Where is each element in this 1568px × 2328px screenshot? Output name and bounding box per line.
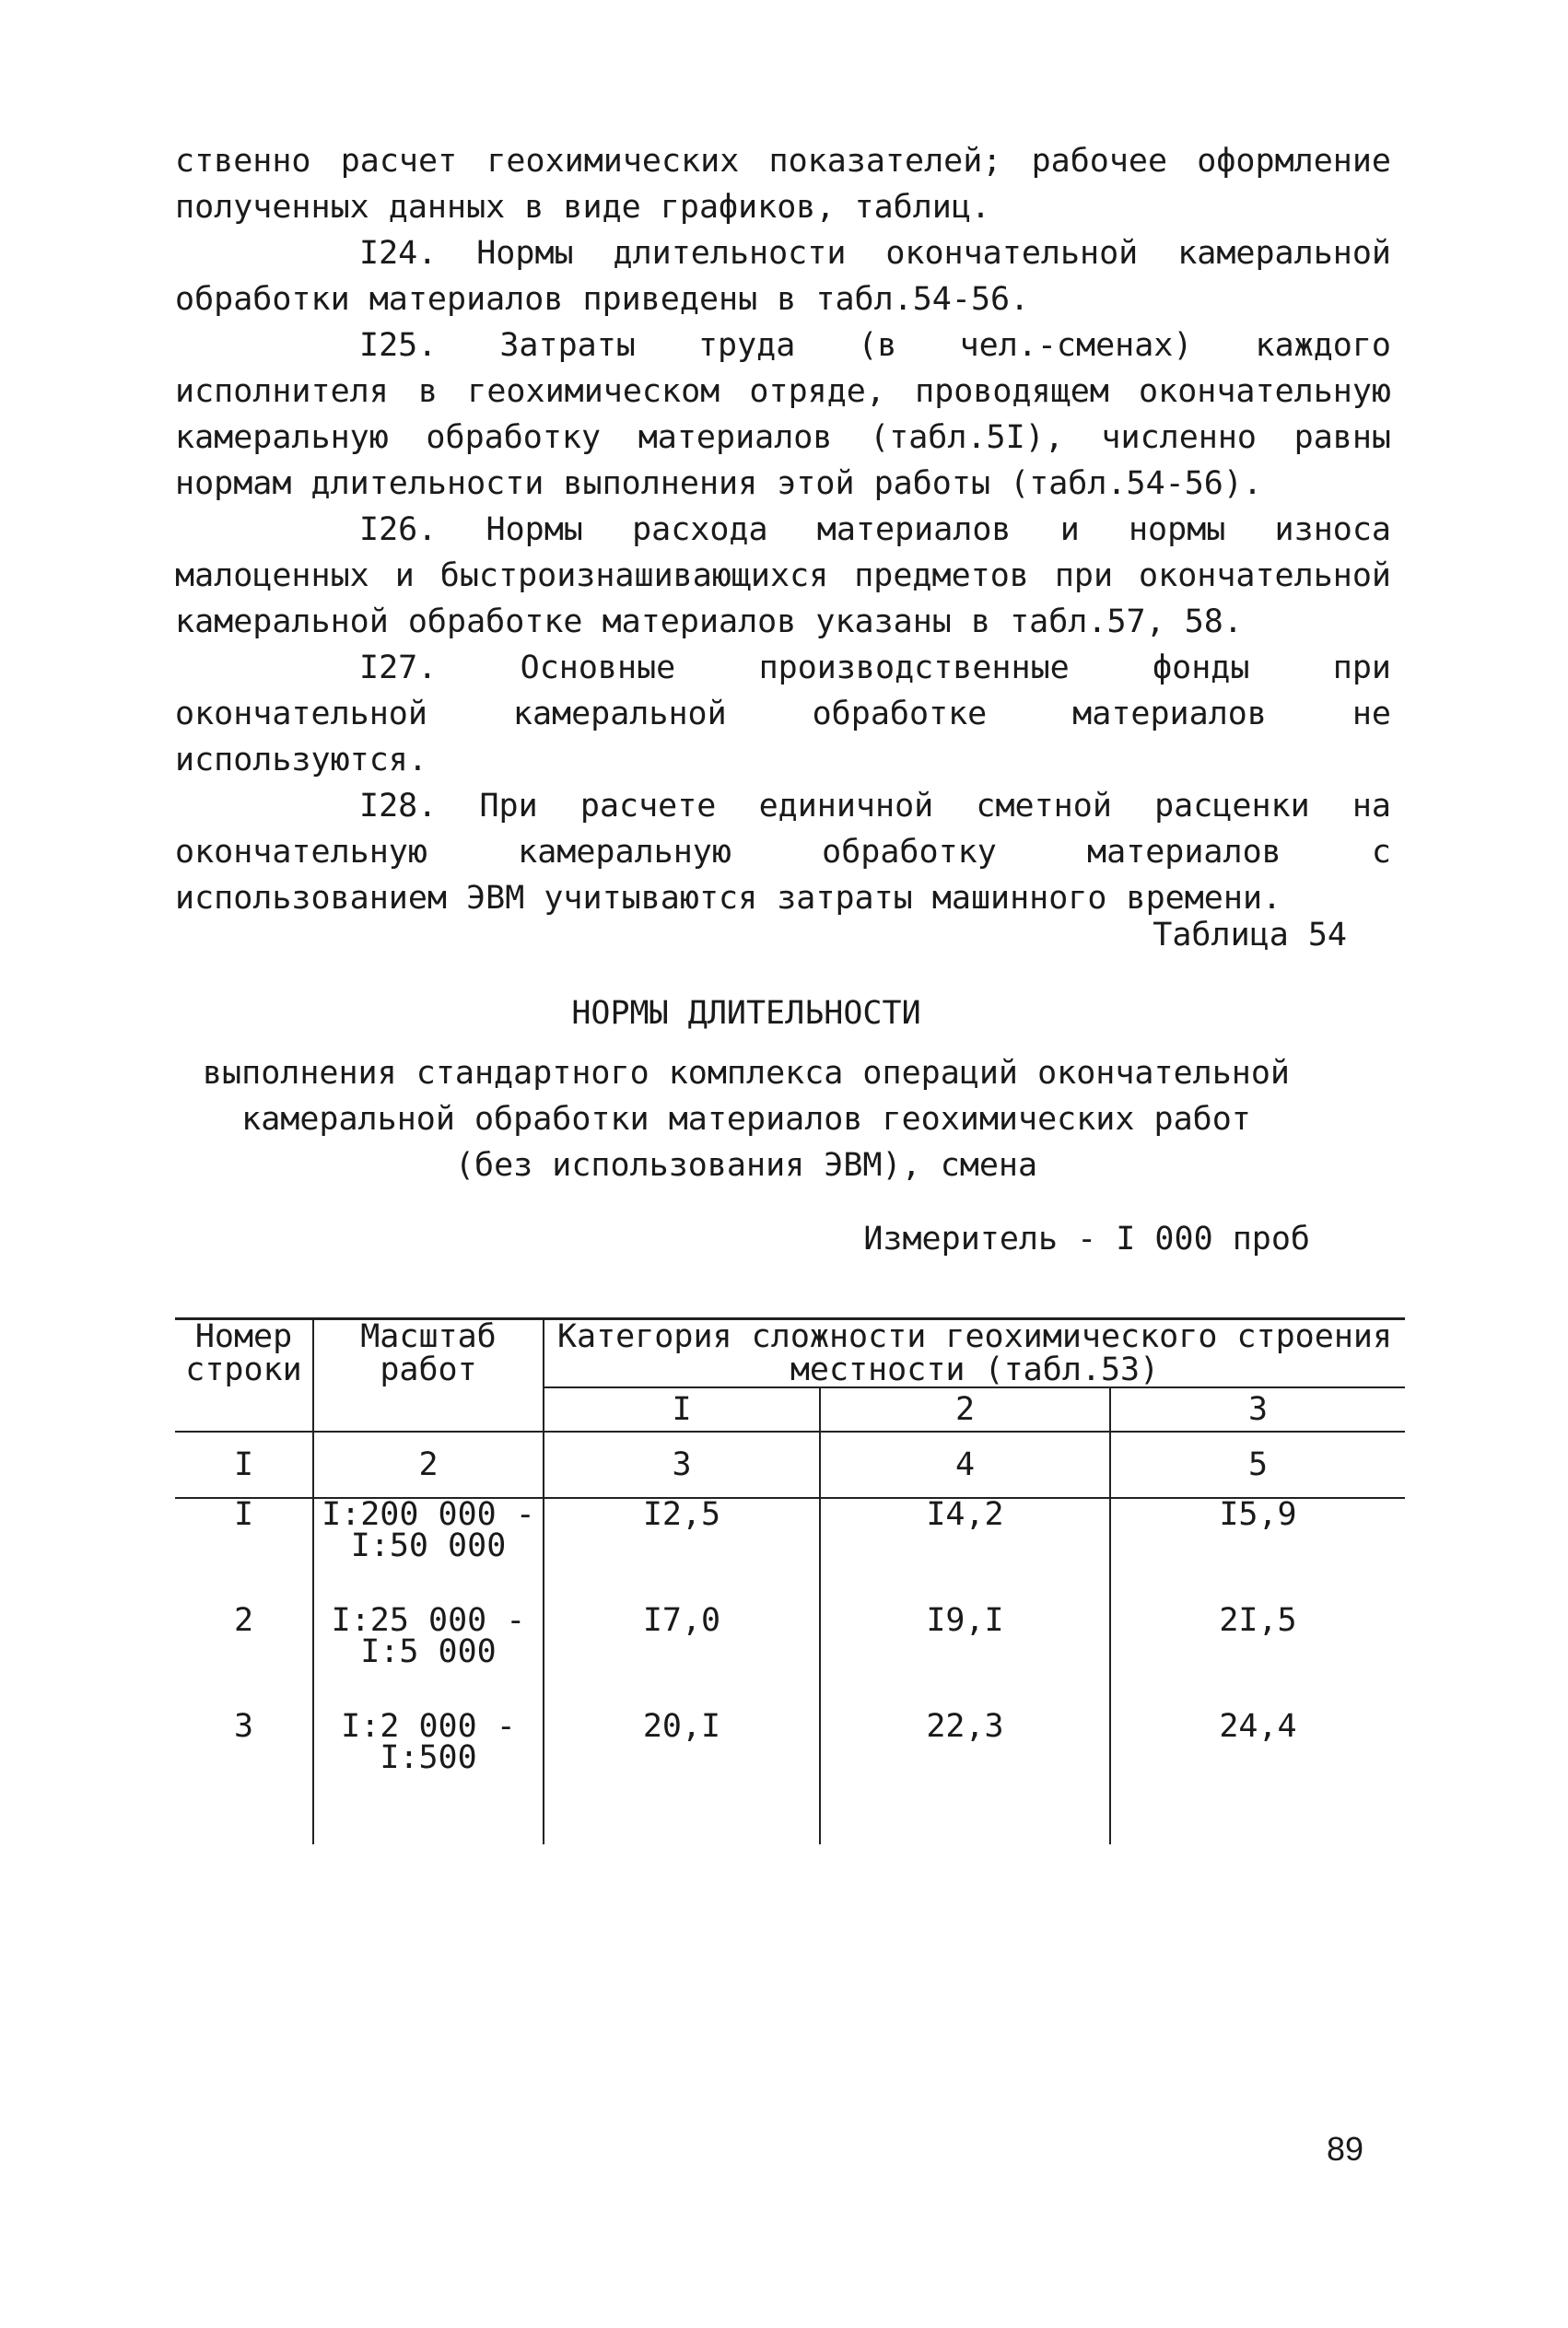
row-number: I bbox=[175, 1498, 313, 1605]
subtitle-line: выполнения стандартного комплекса операций окончательной bbox=[202, 1055, 1291, 1092]
paragraph-126: I26. Нормы расхода материалов и нормы износа малоценных и быстроизнашивающихся предметов при окончательной камеральной обработке материалов указаны в табл.57, 58. bbox=[175, 511, 1391, 640]
value-cell: I9,I bbox=[820, 1605, 1110, 1711]
scale-to: I:5 000 bbox=[360, 1633, 497, 1670]
value-cell: 20,I bbox=[544, 1711, 820, 1844]
paragraph-128: I28. При расчете единичной сметной расценки на окончательную камеральную обработку материалов с использованием ЭВМ учитываются затраты машинного времени. bbox=[175, 788, 1391, 917]
scale-to: I:50 000 bbox=[350, 1527, 507, 1564]
subtitle-line: камеральной обработки материалов геохимических работ bbox=[241, 1101, 1251, 1138]
paragraph-127: I27. Основные производственные фонды при окончательной камеральной обработке материалов не используются. bbox=[175, 649, 1391, 778]
value-cell: I5,9 bbox=[1110, 1498, 1405, 1605]
header-category-1: I bbox=[544, 1387, 820, 1432]
paragraph-125: I25. Затраты труда (в чел.-сменах) каждого исполнителя в геохимическом отряде, проводящем окончательную камеральную обработку материалов (табл.5I), численно равны нормам длительности выполнения этой работы (табл.54-56). bbox=[175, 327, 1391, 502]
value-cell: 24,4 bbox=[1110, 1711, 1405, 1844]
row-number: 2 bbox=[175, 1605, 313, 1711]
measurement-unit: Измеритель - I 000 проб bbox=[863, 1221, 1310, 1258]
page-number: 89 bbox=[1327, 2130, 1364, 2168]
table-row bbox=[175, 1498, 1405, 1605]
column-number: 3 bbox=[544, 1432, 820, 1498]
value-cell: I2,5 bbox=[544, 1498, 820, 1605]
header-scale: Масштаб работ bbox=[313, 1319, 544, 1433]
row-number: 3 bbox=[175, 1711, 313, 1844]
row-scale bbox=[313, 1602, 544, 1711]
header-category-3: 3 bbox=[1110, 1387, 1405, 1432]
header-row-number: Номер строки bbox=[175, 1319, 313, 1433]
table-row bbox=[175, 1605, 1405, 1711]
table-subtitle bbox=[0, 1050, 1492, 1188]
scale-from: I:2 000 - bbox=[341, 1708, 516, 1745]
body-text bbox=[175, 138, 1391, 921]
scale-to: I:500 bbox=[380, 1739, 477, 1776]
column-number: 2 bbox=[313, 1432, 544, 1498]
row-scale bbox=[313, 1708, 544, 1844]
column-number: I bbox=[175, 1432, 313, 1498]
value-cell: I7,0 bbox=[544, 1605, 820, 1711]
value-cell: 2I,5 bbox=[1110, 1605, 1405, 1711]
table-row bbox=[175, 1711, 1405, 1844]
norms-table bbox=[175, 1317, 1405, 1844]
value-cell: 22,3 bbox=[820, 1711, 1110, 1844]
column-number: 4 bbox=[820, 1432, 1110, 1498]
scale-from: I:200 000 - bbox=[322, 1496, 535, 1533]
table-label: Таблица 54 bbox=[1153, 917, 1347, 953]
header-category-2: 2 bbox=[820, 1387, 1110, 1432]
scale-from: I:25 000 - bbox=[331, 1602, 526, 1639]
header-category: Категория сложности геохимического строения местности (табл.53) bbox=[544, 1319, 1405, 1388]
value-cell: I4,2 bbox=[820, 1498, 1110, 1605]
subtitle-line: (без использования ЭВМ), смена bbox=[454, 1147, 1038, 1184]
column-number: 5 bbox=[1110, 1432, 1405, 1498]
paragraph-124: I24. Нормы длительности окончательной камеральной обработки материалов приведены в табл.54-56. bbox=[175, 235, 1391, 318]
row-scale bbox=[313, 1498, 544, 1605]
paragraph-continuation: ственно расчет геохимических показателей; рабочее оформление полученных данных в виде графиков, таблиц. bbox=[175, 143, 1391, 226]
table-title: НОРМЫ ДЛИТЕЛЬНОСТИ bbox=[571, 995, 921, 1032]
